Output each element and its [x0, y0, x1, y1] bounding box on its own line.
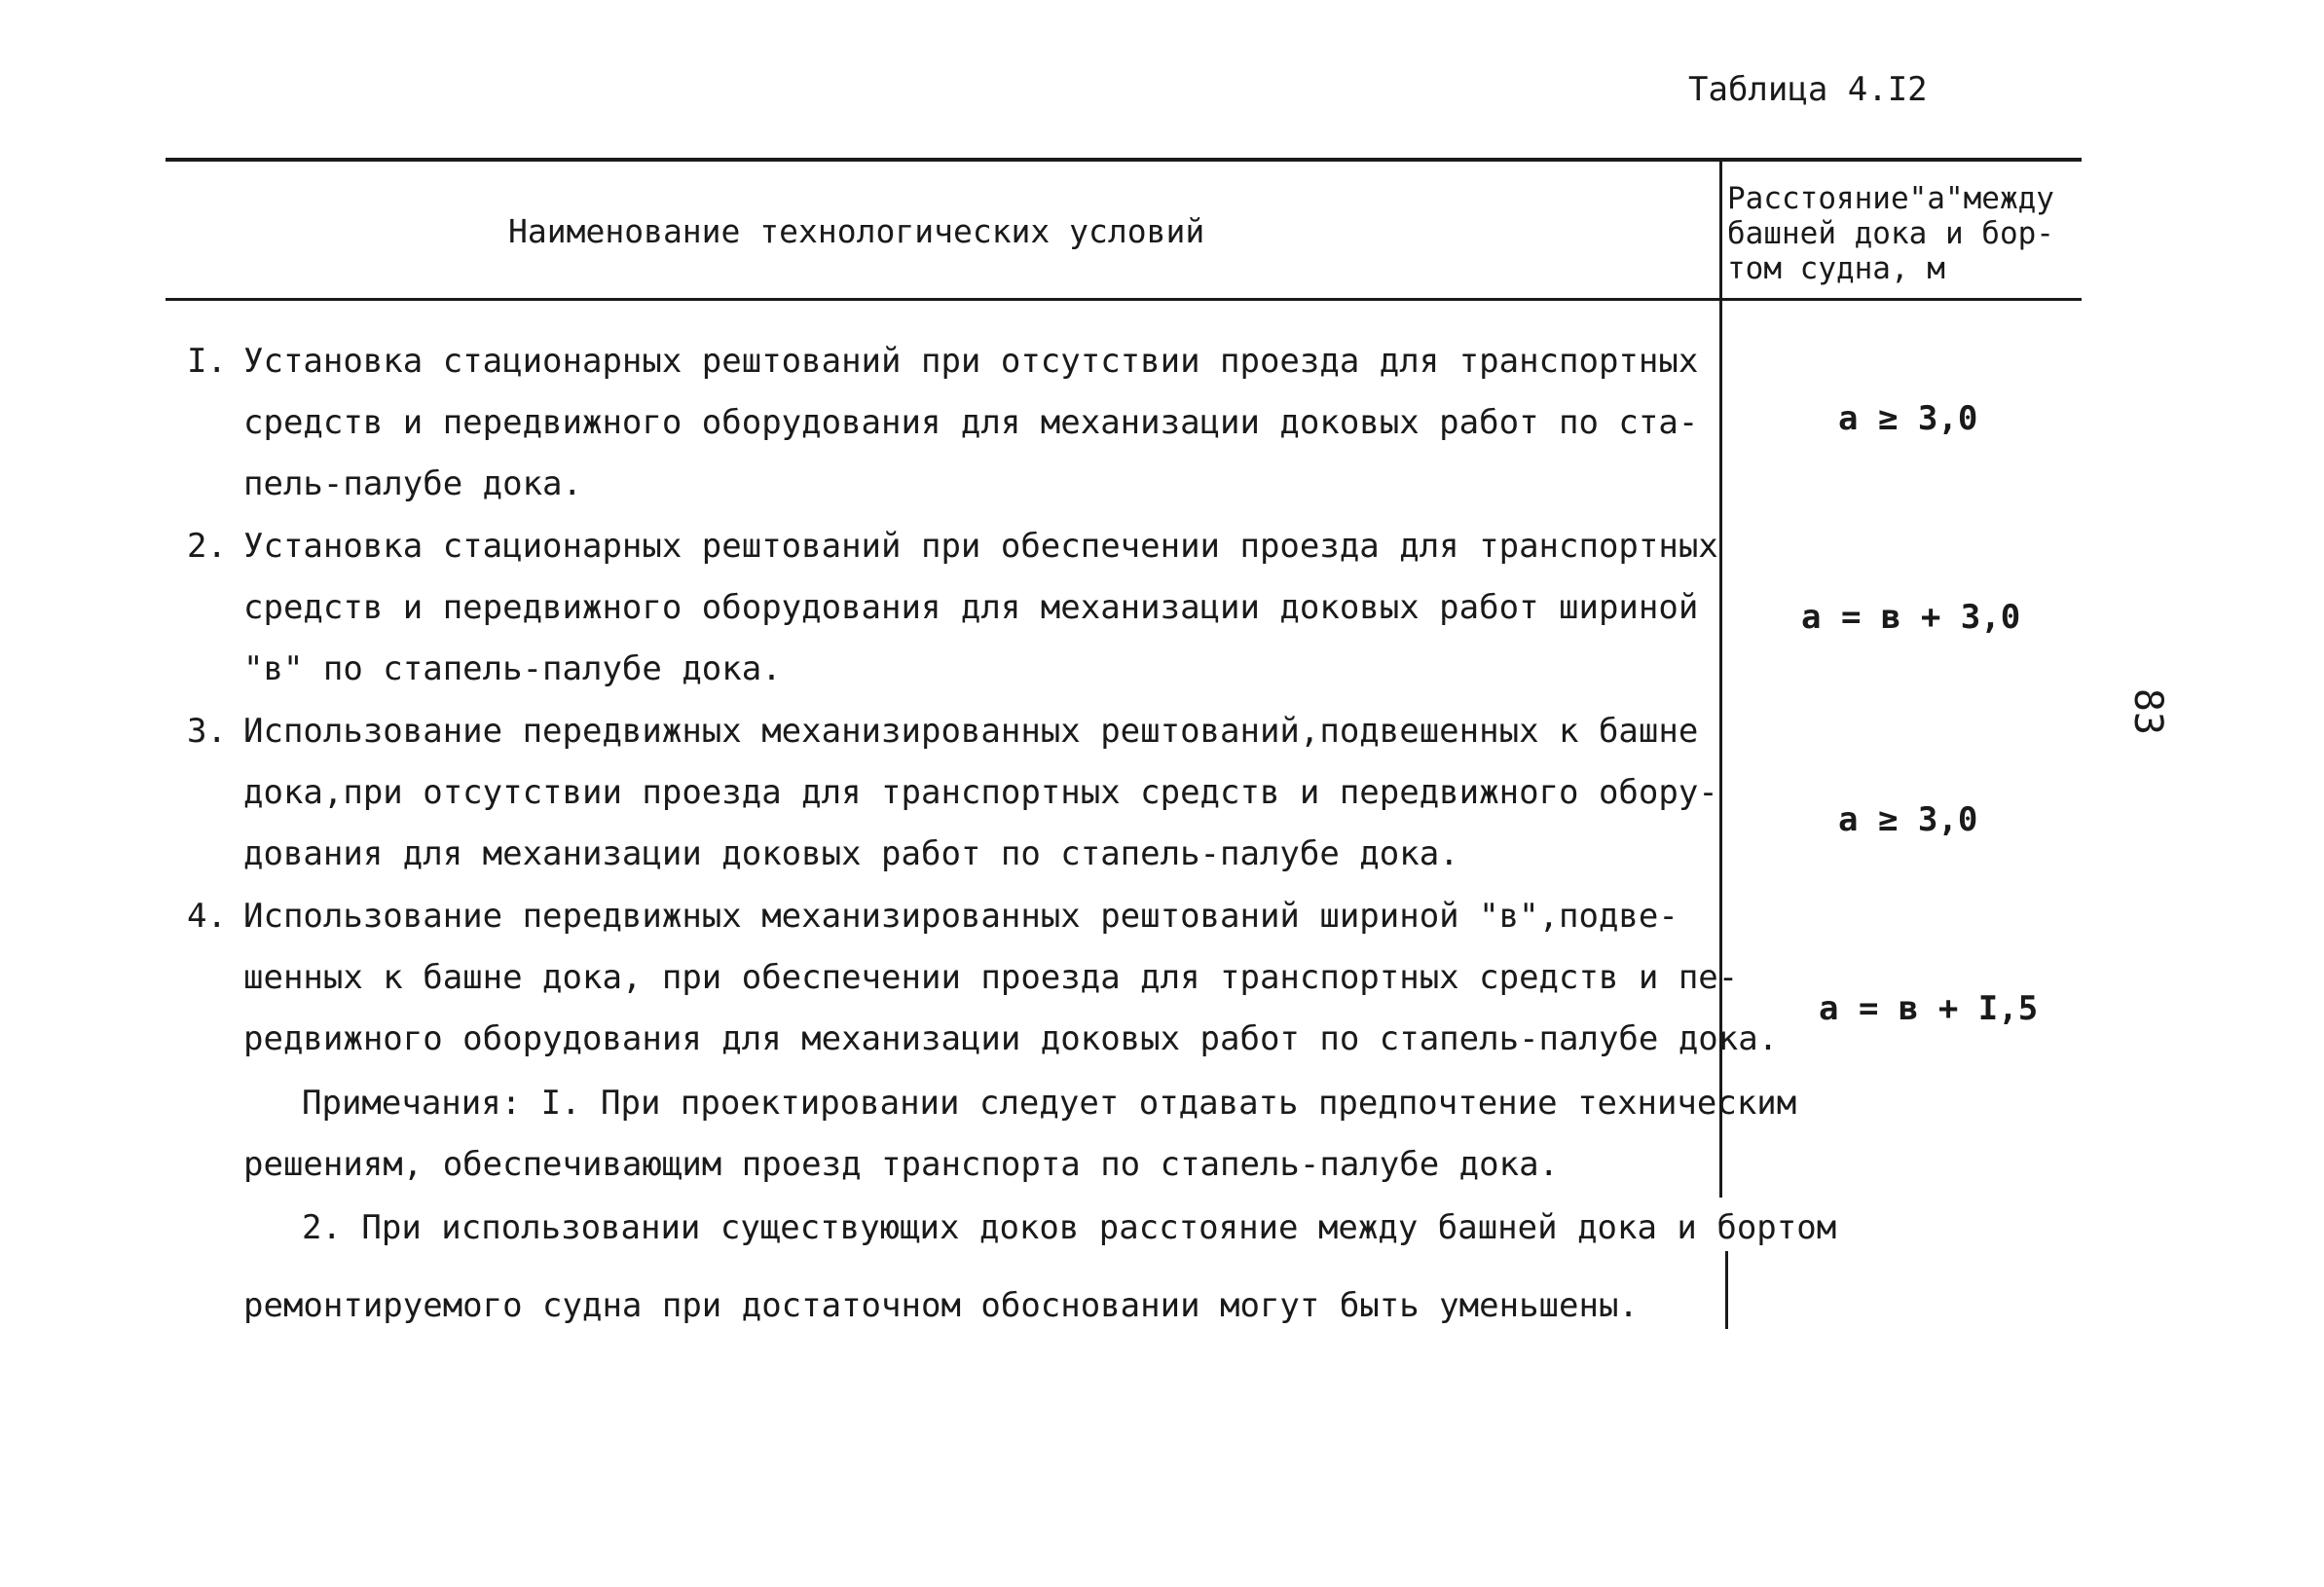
row-text-line: средств и передвижного оборудования для механизации доковых работ по ста- — [243, 403, 1699, 442]
row-text-line: Установка стационарных рештований при отсутствии проезда для транспортных — [243, 342, 1699, 381]
note-line: решениям, обеспечивающим проезд транспорта по стапель-палубе дока. — [243, 1145, 1560, 1184]
row-text-line: Установка стационарных рештований при обеспечении проезда для транспортных — [243, 527, 1718, 566]
page-number: 83 — [2125, 687, 2171, 736]
row-value: а ≥ 3,0 — [1838, 800, 1978, 839]
row-text-line: дока,при отсутствии проезда для транспортных средств и передвижного обору- — [243, 773, 1718, 812]
note-line: ремонтируемого судна при достаточном обосновании могут быть уменьшены. — [243, 1286, 1639, 1325]
row-text-line: редвижного оборудования для механизации доковых работ по стапель-палубе дока. — [243, 1019, 1779, 1058]
header-distance-line: башней дока и бор- — [1727, 216, 2054, 251]
header-distance — [1727, 181, 2068, 286]
header-conditions: Наименование технологических условий — [508, 212, 1205, 250]
row-number: 2. — [187, 527, 227, 566]
row-number: 4. — [187, 897, 227, 936]
table-top-rule — [166, 158, 2082, 162]
row-value: а = в + 3,0 — [1801, 598, 2021, 637]
row-text-line: дования для механизации доковых работ по стапель-палубе дока. — [243, 834, 1459, 873]
row-text-line: пель-палубе дока. — [243, 464, 582, 503]
row-text-line: Использование передвижных механизированных рештований шириной "в",подве- — [243, 897, 1678, 936]
row-value: а ≥ 3,0 — [1838, 399, 1978, 438]
note-line: Примечания: I. При проектировании следует отдавать предпочтение техническим — [302, 1084, 1797, 1123]
row-number: I. — [187, 342, 227, 381]
row-text-line: шенных к башне дока, при обеспечении проезда для транспортных средств и пе- — [243, 958, 1739, 997]
table-column-divider-lower — [1725, 1251, 1728, 1329]
table-title: Таблица 4.I2 — [1688, 70, 1928, 109]
row-number: 3. — [187, 712, 227, 751]
note-line: 2. При использовании существующих доков расстояние между башней дока и бортом — [302, 1208, 1837, 1247]
header-distance-line: Расстояние"а"между — [1727, 181, 2054, 216]
row-text-line: средств и передвижного оборудования для механизации доковых работ шириной — [243, 588, 1699, 627]
row-value: а = в + I,5 — [1819, 989, 2039, 1028]
table-header-rule — [166, 298, 2082, 301]
row-text-line: "в" по стапель-палубе дока. — [243, 649, 782, 688]
row-text-line: Использование передвижных механизированных рештований,подвешенных к башне — [243, 712, 1699, 751]
header-distance-line: том судна, м — [1727, 251, 1945, 286]
